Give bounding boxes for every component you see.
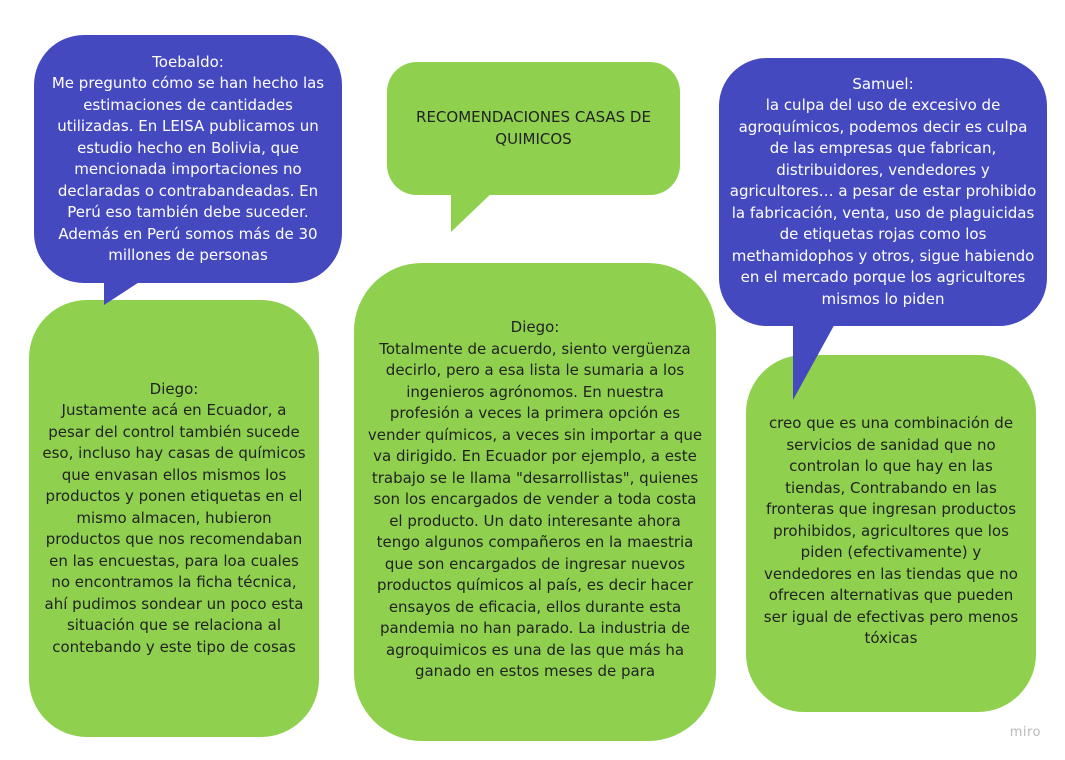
text-line: ensayos de eficacia, ellos durante esta (388, 597, 682, 616)
text-line: de etiquetas rojas como los (779, 225, 987, 244)
text-line: va dirigido. En Ecuador por ejemplo, a este (373, 447, 697, 465)
text-line: distribuidores, vendedores y (776, 160, 990, 179)
right-green-text (752, 355, 1030, 712)
text-line: ofrecen alternativas que pueden (768, 586, 1014, 604)
diego-center-text (358, 263, 712, 741)
text-line: utilizadas. En LEISA publicamos un (57, 117, 319, 135)
text-line: vendedores en las tiendas que no (764, 564, 1018, 583)
text-line: mencionada importaciones no (74, 160, 302, 178)
text-line: fronteras que ingresan productos (765, 500, 1017, 518)
text-line: tiendas, Contrabando en las (785, 478, 997, 497)
text-line: pandemia no han parado. La industria de (380, 619, 690, 637)
text-line: el producto. Un dato interesante ahora (389, 511, 681, 530)
toebaldo-comment-bubble[interactable] (34, 35, 342, 305)
text-line: mismos lo piden (821, 289, 945, 308)
text-line: ganado en estos meses de para (414, 662, 656, 680)
text-line: la fabricación, venta, uso de plaguicidas (731, 203, 1035, 222)
diego-left-body (42, 400, 305, 658)
text-line: millones de personas (108, 246, 268, 264)
text-line: productos que nos recomendaban (45, 530, 303, 549)
diego-left-author: Diego: (149, 379, 199, 398)
text-line: prohibidos, agricultores que los (773, 521, 1009, 540)
diego-center-author: Diego: (510, 318, 560, 336)
right-green-sticky[interactable] (746, 355, 1036, 712)
text-line: en el mercado porque los agricultores (740, 268, 1026, 287)
text-line: productos y ponen etiquetas en el (45, 487, 303, 506)
text-line: methamidophos y otros, sigue habiendo (731, 246, 1035, 265)
title-body (416, 107, 651, 150)
samuel-body (730, 95, 1037, 310)
text-line: eso, incluso hay casas de químicos (42, 444, 306, 463)
samuel-bubble-tail (793, 320, 837, 400)
text-line: tengo algunos compañeros en la maestria (376, 533, 694, 551)
text-line: Además en Perú somos más de 30 (58, 224, 318, 243)
text-line: creo que es una combinación de (768, 414, 1014, 432)
text-line: controlan lo que hay en las (789, 457, 993, 475)
samuel-author: Samuel: (852, 74, 914, 93)
text-line: ahí pudimos sondear un poco esta (44, 594, 304, 613)
text-line: estimaciones de cantidades (83, 95, 293, 114)
text-line: estudio hecho en Bolivia, que (77, 138, 299, 157)
title-text (387, 62, 680, 195)
text-line: agroquimicos es una de las que más ha (385, 640, 685, 659)
diego-left-text (35, 300, 313, 737)
text-line: profesión a veces la primera opción es (389, 404, 681, 422)
text-line: contebando y este tipo de cosas (52, 637, 296, 656)
toebaldo-text (40, 35, 336, 283)
text-line: no encontramos la ficha técnica, (51, 573, 297, 592)
samuel-text (723, 58, 1043, 326)
text-line: piden (efectivamente) y (800, 543, 982, 561)
diego-center-sticky[interactable] (354, 263, 716, 741)
right-green-body (764, 413, 1018, 650)
text-line: Justamente acá en Ecuador, a (61, 401, 287, 420)
text-line: agricultores… a pesar de estar prohibido (729, 182, 1037, 201)
text-line: agroquímicos, podemos decir es culpa (738, 117, 1028, 136)
text-line: Totalmente de acuerdo, siento vergüenza (379, 339, 691, 358)
text-line: mismo almacen, hubieron (76, 508, 272, 527)
text-line: servicios de sanidad que no (786, 435, 996, 454)
text-line: RECOMENDACIONES CASAS DE (416, 108, 651, 126)
text-line: decirlo, pero a esa lista le sumaria a los (385, 361, 685, 379)
text-line: pesar del control también sucede (48, 422, 300, 441)
text-line: Perú eso también debe suceder. (67, 203, 309, 221)
text-line: situación que se relaciona al (66, 616, 282, 635)
diego-left-sticky[interactable] (29, 300, 319, 737)
text-line: vender químicos, a veces sin importar a que (367, 425, 703, 444)
text-line: ser igual de efectivas pero menos (763, 607, 1019, 626)
diego-center-body (368, 339, 702, 683)
text-line: la culpa del uso de excesivo de (765, 96, 1001, 115)
toebaldo-author: Toebaldo: (152, 52, 224, 71)
text-line: trabajo se le llama "desarrollistas", quienes (371, 468, 699, 487)
text-line: productos químicos al país, es decir hacer (376, 576, 694, 594)
text-line: QUIMICOS (495, 129, 572, 148)
title-speech-bubble[interactable] (387, 62, 680, 232)
text-line: declaradas o contrabandeadas. En (57, 181, 319, 200)
text-line: ingenieros agrónomos. En nuestra (406, 382, 664, 401)
text-line: en las encuestas, para loa cuales (49, 551, 299, 570)
text-line: que envasan ellos mismos los (61, 465, 287, 484)
text-line: de las empresas que fabrican, (769, 139, 997, 158)
toebaldo-body (52, 73, 324, 267)
text-line: Me pregunto cómo se han hecho las (51, 74, 325, 92)
text-line: que son encargados de ingresar nuevos (384, 554, 686, 573)
miro-watermark: miro (1009, 725, 1041, 740)
text-line: tóxicas (864, 629, 918, 647)
text-line: son los encargados de vender a toda costa (373, 490, 697, 508)
samuel-comment-bubble[interactable] (719, 58, 1047, 400)
